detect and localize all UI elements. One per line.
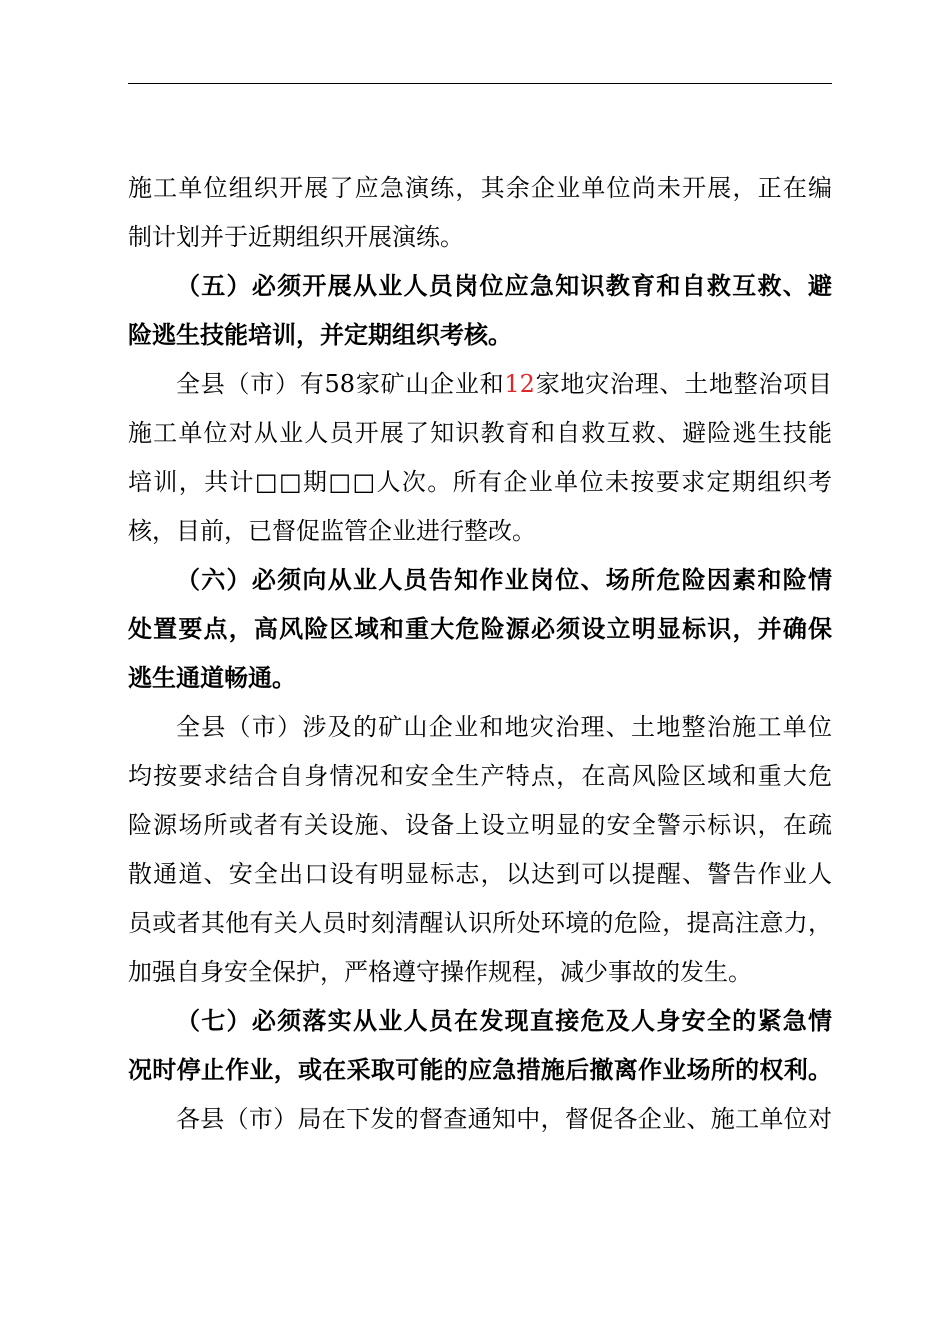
paragraph-line: 散通道、安全出口设有明显标志，以达到可以提醒、警告作业人 — [128, 860, 832, 888]
paragraph-line: 均按要求结合自身情况和安全生产特点，在高风险区域和重大危 — [128, 762, 832, 790]
paragraph-line: 核，目前，已督促监管企业进行整改。 — [128, 517, 536, 545]
paragraph-line: 制计划并于近期组织开展演练。 — [128, 223, 464, 251]
header-rule — [128, 83, 832, 84]
section-heading-line: 险逃生技能培训，并定期组织考核。 — [128, 320, 512, 349]
section-heading-line: 逃生通道畅通。 — [128, 663, 296, 692]
section-heading-line: （五）必须开展从业人员岗位应急知识教育和自救互救、避 — [176, 271, 832, 300]
section-heading-line: 况时停止作业，或在采取可能的应急措施后撤离作业场所的权利。 — [128, 1055, 832, 1084]
highlighted-number: 12 — [504, 370, 535, 398]
paragraph-line: 各县（市）局在下发的督查通知中，督促各企业、施工单位对 — [176, 1105, 832, 1133]
paragraph-line: 培训，共计□□期□□人次。所有企业单位未按要求定期组织考 — [128, 468, 832, 496]
paragraph-line: 全县（市）涉及的矿山企业和地灾治理、土地整治施工单位 — [176, 713, 832, 741]
paragraph-line: 施工单位对从业人员开展了知识教育和自救互救、避险逃生技能 — [128, 419, 832, 447]
paragraph-line: 员或者其他有关人员时刻清醒认识所处环境的危险，提高注意力， — [128, 909, 832, 937]
section-heading-line: （六）必须向从业人员告知作业岗位、场所危险因素和险情 — [176, 565, 832, 594]
paragraph-line: 加强自身安全保护，严格遵守操作规程，减少事故的发生。 — [128, 958, 752, 986]
paragraph-line: 施工单位组织开展了应急演练，其余企业单位尚未开展，正在编 — [128, 174, 832, 202]
section-heading-line: （七）必须落实从业人员在发现直接危及人身安全的紧急情 — [176, 1006, 832, 1035]
section-heading-line: 处置要点，高风险区域和重大危险源必须设立明显标识，并确保 — [128, 614, 832, 643]
paragraph-line: 险源场所或者有关设施、设备上设立明显的安全警示标识，在疏 — [128, 811, 832, 839]
paragraph-line: 全县（市）有58家矿山企业和12家地灾治理、土地整治项目 — [176, 370, 832, 398]
